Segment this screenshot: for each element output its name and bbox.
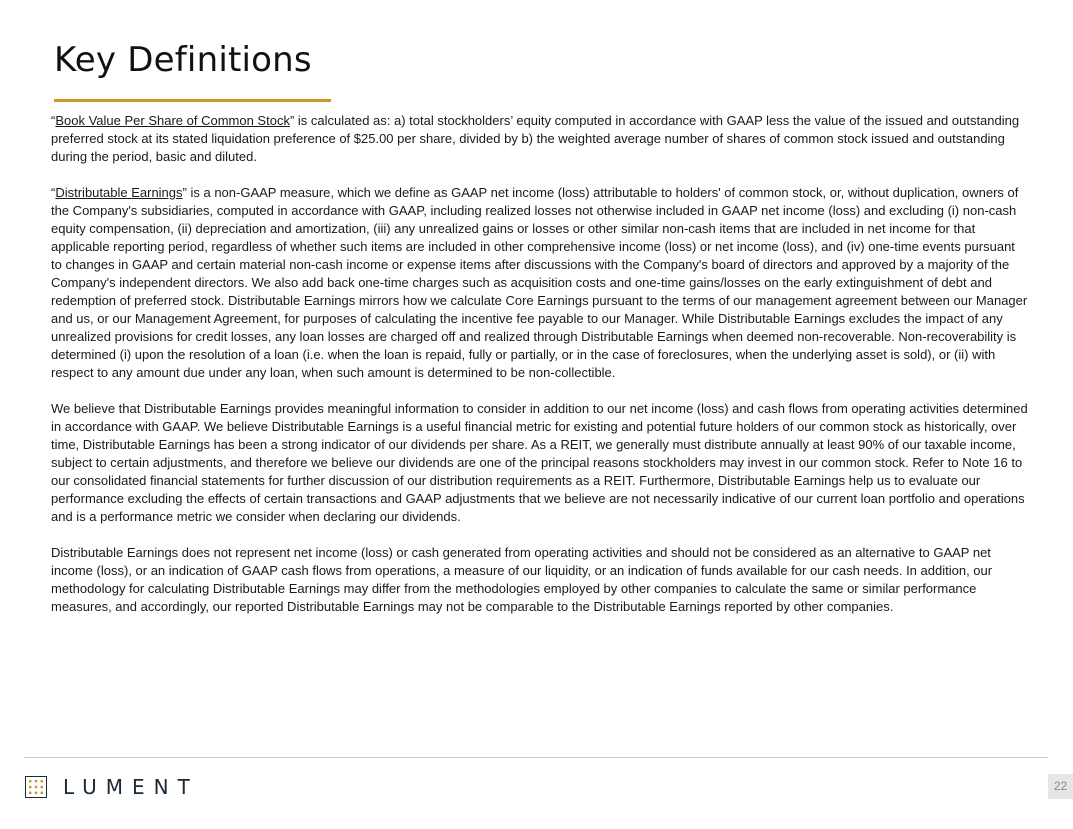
definitions-body (51, 112, 1029, 634)
distributable-earnings-text: ” is a non-GAAP measure, which we define as GAAP net income (loss) attributable to holders' of common stock, or, without duplication, owners of the Company's subsidiaries, computed in accordance with GAAP, including realized losses not otherwise included in GAAP net income (loss) and excluding (i) non-cash equity compensation, (ii) depreciation and amortization, (iii) any unrealized gains or losses or other similar non-cash items that are included in net income for that applicable reporting period, regardless of whether such items are included in other comprehensive income (loss) or net income (loss), and (iv) one-time events pursuant to changes in GAAP and certain material non-cash income or expense items after discussions with the Company's board of directors and approved by a majority of the Company's independent directors. We also add back one-time charges such as acquisition costs and one-time gains/losses on the early extinguishment of debt and redemption of preferred stock. Distributable Earnings mirrors how we calculate Core Earnings pursuant to the terms of our management agreement between our Manager and us, or our Management Agreement, for purposes of calculating the incentive fee payable to our Manager. While Distributable Earnings excludes the impact of any unrealized provisions for credit losses, any loan losses are charged off and realized through Distributable Earnings when deemed non-recoverable. Non-recoverability is determined (i) upon the resolution of a loan (i.e. when the loan is repaid, fully or partially, or in the case of foreclosures, when the underlying asset is sold), or (ii) with respect to any amount due under any loan, when such amount is determined to be non-collectible. (51, 185, 1028, 380)
distributable-earnings-open-quote: “ (51, 185, 56, 200)
book-value-open-quote: “ (51, 113, 56, 128)
limitation-paragraph: Distributable Earnings does not represent net income (loss) or cash generated from operating activities and should not be considered as an alternative to GAAP net income (loss), or an indication of GAAP cash flows from operations, a measure of our liquidity, or an indication of funds available for our cash needs. In addition, our methodology for calculating Distributable Earnings may differ from the methodologies employed by other companies to calculate the same or similar performance measures, and accordingly, our reported Distributable Earnings may not be comparable to the Distributable Earnings reported by other companies. (51, 545, 993, 614)
distributable-earnings-definition (51, 184, 1029, 382)
lument-logo (25, 775, 199, 799)
belief-paragraph: We believe that Distributable Earnings provides meaningful information to consider in addition to our net income (loss) and cash flows from operating activities determined in accordance with GAAP. We believe Distributable Earnings is a useful financial metric for existing and potential future holders of our common stock as historically, over time, Distributable Earnings has been a strong indicator of our dividends per share. As a REIT, we generally must distribute annually at least 90% of our taxable income, subject to certain adjustments, and therefore we believe our dividends are one of the principal reasons stockholders may invest in our common stock. Refer to Note 16 to our consolidated financial statements for further discussion of our distribution requirements as a REIT. Furthermore, Distributable Earnings help us to evaluate our performance excluding the effects of certain transactions and GAAP adjustments that we believe are not necessarily indicative of our current loan portfolio and operations and is a performance metric we consider when declaring our dividends. (51, 401, 1028, 524)
lument-logo-text: LUMENT (63, 775, 199, 799)
book-value-definition (51, 112, 1029, 166)
book-value-text: ” is calculated as: a) total stockholders’ equity computed in accordance with GAAP less the value of the issued and outstanding preferred stock at its stated liquidation preference of $25.00 per share, divided by b) the weighted average number of shares of common stock issued and outstanding during the period, basic and diluted. (51, 113, 1020, 164)
lument-grid-logo-icon (25, 776, 47, 798)
title-underline-rule (54, 99, 331, 102)
book-value-term: Book Value Per Share of Common Stock (55, 113, 290, 128)
page-number: 22 (1048, 774, 1073, 799)
slide-title: Key Definitions (54, 40, 312, 80)
footer-divider (24, 757, 1048, 758)
distributable-earnings-term: Distributable Earnings (55, 185, 183, 200)
